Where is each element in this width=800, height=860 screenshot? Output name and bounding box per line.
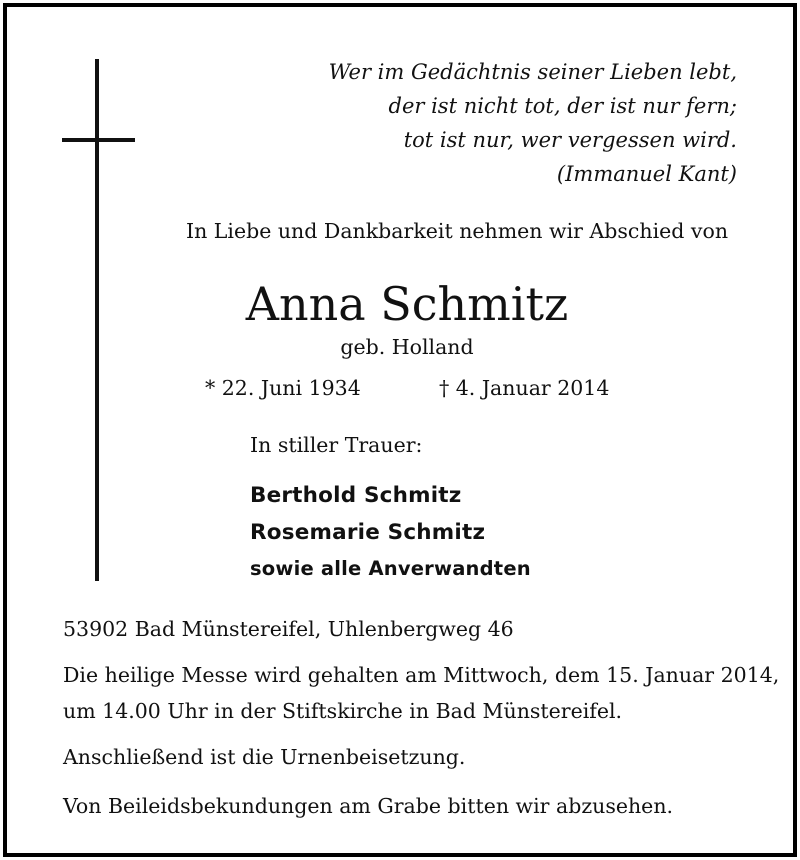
mass-info-line-2: um 14.00 Uhr in der Stiftskirche in Bad Münstereifel. — [63, 699, 623, 723]
obituary-frame — [3, 3, 797, 857]
birth-date: * 22. Juni 1934 — [205, 376, 361, 400]
mourning-label: In stiller Trauer: — [250, 433, 423, 457]
deceased-name: Anna Schmitz — [245, 277, 569, 331]
maiden-name: geb. Holland — [340, 335, 474, 359]
family-address: 53902 Bad Münstereifel, Uhlenbergweg 46 — [63, 617, 514, 641]
mass-info-line-1: Die heilige Messe wird gehalten am Mittwoch, dem 15. Januar 2014, — [63, 663, 780, 687]
cross-icon-horizontal-bar — [62, 138, 135, 142]
quote-author: (Immanuel Kant) — [556, 162, 737, 186]
condolence-note: Von Beileidsbekundungen am Grabe bitten wir abzusehen. — [63, 794, 674, 818]
mourner-name: Rosemarie Schmitz — [250, 520, 486, 545]
mourner-relatives: sowie alle Anverwandten — [250, 557, 531, 580]
farewell-intro: In Liebe und Dankbarkeit nehmen wir Abschied von — [185, 219, 729, 243]
memorial-quote — [329, 55, 737, 191]
quote-line-3: tot ist nur, wer vergessen wird. — [403, 128, 737, 152]
mourner-name: Berthold Schmitz — [250, 483, 462, 508]
urn-burial-note: Anschließend ist die Urnenbeisetzung. — [63, 745, 466, 769]
death-date: † 4. Januar 2014 — [439, 376, 610, 400]
quote-line-2: der ist nicht tot, der ist nur fern; — [388, 94, 737, 118]
quote-line-1: Wer im Gedächtnis seiner Lieben lebt, — [328, 60, 737, 84]
